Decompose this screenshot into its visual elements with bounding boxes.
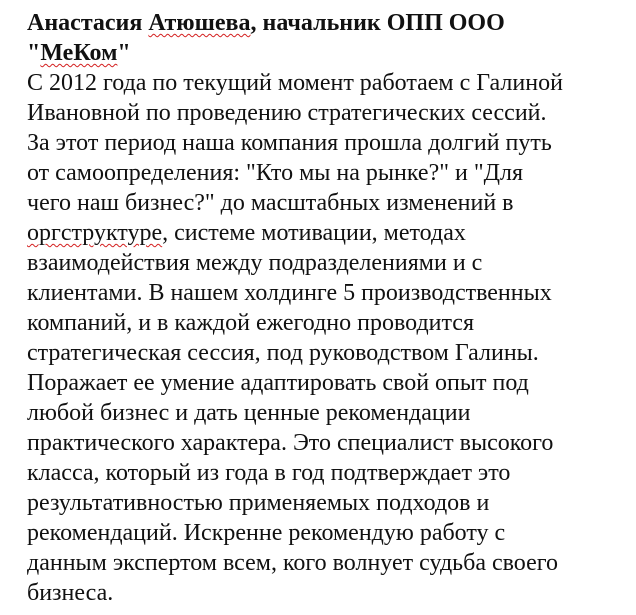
document: [27, 8, 627, 608]
body-line: данным экспертом всем, кого волнует судьба своего: [27, 550, 558, 576]
testimonial-author-heading: [27, 8, 627, 68]
author-first-name: Анастасия: [27, 10, 149, 36]
body-line: практического характера. Это специалист высокого: [27, 430, 554, 456]
body-line: класса, который из года в год подтверждает это: [27, 460, 511, 486]
testimonial-body: [27, 68, 627, 608]
author-position: , начальник ОПП ООО: [250, 10, 505, 36]
body-line: компаний, и в каждой ежегодно проводится: [27, 310, 474, 336]
body-line: бизнеса.: [27, 580, 114, 606]
body-line: рекомендаций. Искренне рекомендую работу с: [27, 520, 506, 546]
misspelled-word: оргструктуре: [27, 220, 163, 246]
body-line: С 2012 года по текущий момент работаем с Галиной: [27, 70, 563, 96]
body-line: За этот период наша компания прошла долгий путь: [27, 130, 552, 156]
body-line: [27, 218, 627, 248]
body-line: взаимодействия между подразделениями и с: [27, 250, 483, 276]
body-line: Поражает ее умение адаптировать свой опыт под: [27, 370, 529, 396]
company-name-misspelled: МеКом: [40, 40, 118, 66]
body-line: Ивановной по проведению стратегических сессий.: [27, 100, 547, 126]
body-line-rest: , системе мотивации, методах: [162, 220, 466, 246]
body-line: чего наш бизнес?" до масштабных изменений в: [27, 190, 514, 216]
heading-line-1: [27, 8, 627, 38]
author-last-name-misspelled: Атюшева: [148, 10, 251, 36]
body-line: результативностью применяемых подходов и: [27, 490, 490, 516]
body-line: стратегическая сессия, под руководством Галины.: [27, 340, 539, 366]
body-line: любой бизнес и дать ценные рекомендации: [27, 400, 471, 426]
company-quote-close: ": [117, 40, 131, 66]
body-line: клиентами. В нашем холдинге 5 производственных: [27, 280, 552, 306]
heading-line-2: [27, 38, 627, 68]
company-quote-open: ": [27, 40, 41, 66]
body-line: от самоопределения: "Кто мы на рынке?" и "Для: [27, 160, 524, 186]
